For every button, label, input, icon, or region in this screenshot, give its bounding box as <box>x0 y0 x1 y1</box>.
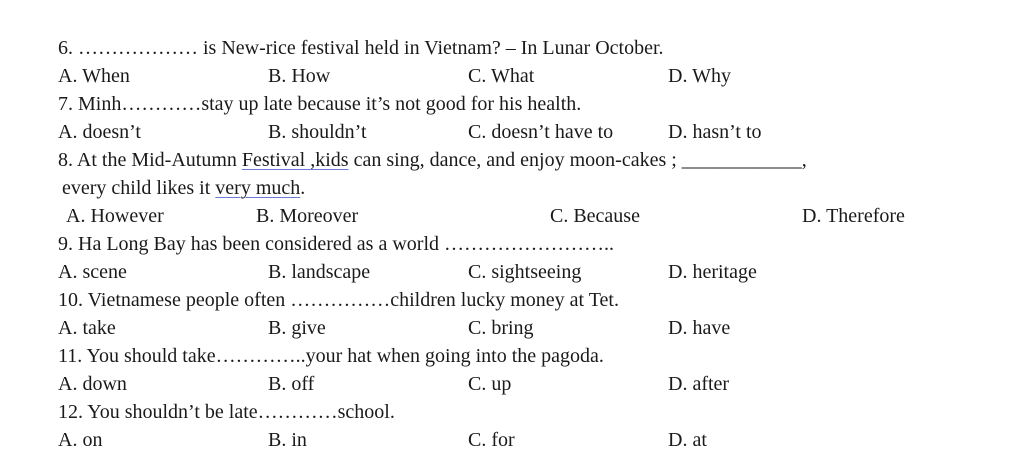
question-11-stem: 11. You should take…………..your hat when going into the pagoda. <box>58 345 604 367</box>
question-8-stem <box>58 148 807 172</box>
question-10-option-c: C. bring <box>468 317 534 339</box>
question-8-stem-line-2 <box>62 176 305 200</box>
question-8-option-d: D. Therefore <box>802 205 905 227</box>
question-8-option-a: A. However <box>66 205 164 227</box>
question-7-option-b: B. shouldn’t <box>268 121 367 143</box>
question-11-option-d: D. after <box>668 373 730 395</box>
question-6-option-b: B. How <box>268 65 331 87</box>
question-9-option-c: C. sightseeing <box>468 261 582 283</box>
question-6-option-d: D. Why <box>668 65 731 87</box>
question-10-option-b: B. give <box>268 317 326 339</box>
question-8-line2-part-3: . <box>300 177 306 199</box>
question-9-option-a: A. scene <box>58 261 127 283</box>
question-10-option-d: D. have <box>668 317 731 339</box>
question-9-option-d: D. heritage <box>668 261 757 283</box>
question-7-option-c: C. doesn’t have to <box>468 121 614 143</box>
question-8-line2-underlined: very much <box>215 177 301 199</box>
question-6-stem: 6. ……………… is New-rice festival held in Vietnam? – In Lunar October. <box>58 37 664 59</box>
question-9-stem: 9. Ha Long Bay has been considered as a world …………………….. <box>58 233 614 255</box>
question-8-line2-part-1: every child likes it <box>62 177 216 199</box>
question-11-option-a: A. down <box>58 373 127 395</box>
question-12-option-a: A. on <box>58 429 103 451</box>
question-6-option-a: A. When <box>58 65 130 87</box>
question-7-option-d: D. hasn’t to <box>668 121 762 143</box>
question-8-stem-part-1: 8. At the Mid-Autumn <box>58 149 242 171</box>
question-12-option-b: B. in <box>268 429 307 451</box>
question-10-stem: 10. Vietnamese people often ……………children lucky money at Tet. <box>58 289 619 311</box>
question-11-option-c: C. up <box>468 373 512 395</box>
question-10-option-a: A. take <box>58 317 116 339</box>
question-11-option-b: B. off <box>268 373 315 395</box>
question-7-option-a: A. doesn’t <box>58 121 141 143</box>
question-7-stem: 7. Minh…………stay up late because it’s not good for his health. <box>58 93 582 115</box>
question-8-option-c: C. Because <box>550 205 640 227</box>
question-8-stem-underlined: Festival ,kids <box>241 149 349 171</box>
question-12-option-d: D. at <box>668 429 707 451</box>
question-12-option-c: C. for <box>468 429 515 451</box>
question-6-option-c: C. What <box>468 65 535 87</box>
question-9-option-b: B. landscape <box>268 261 371 283</box>
question-8-option-b: B. Moreover <box>256 205 359 227</box>
question-8-stem-part-3: can sing, dance, and enjoy moon-cakes ; ____________, <box>348 149 807 171</box>
question-12-stem: 12. You shouldn’t be late…………school. <box>58 401 395 423</box>
